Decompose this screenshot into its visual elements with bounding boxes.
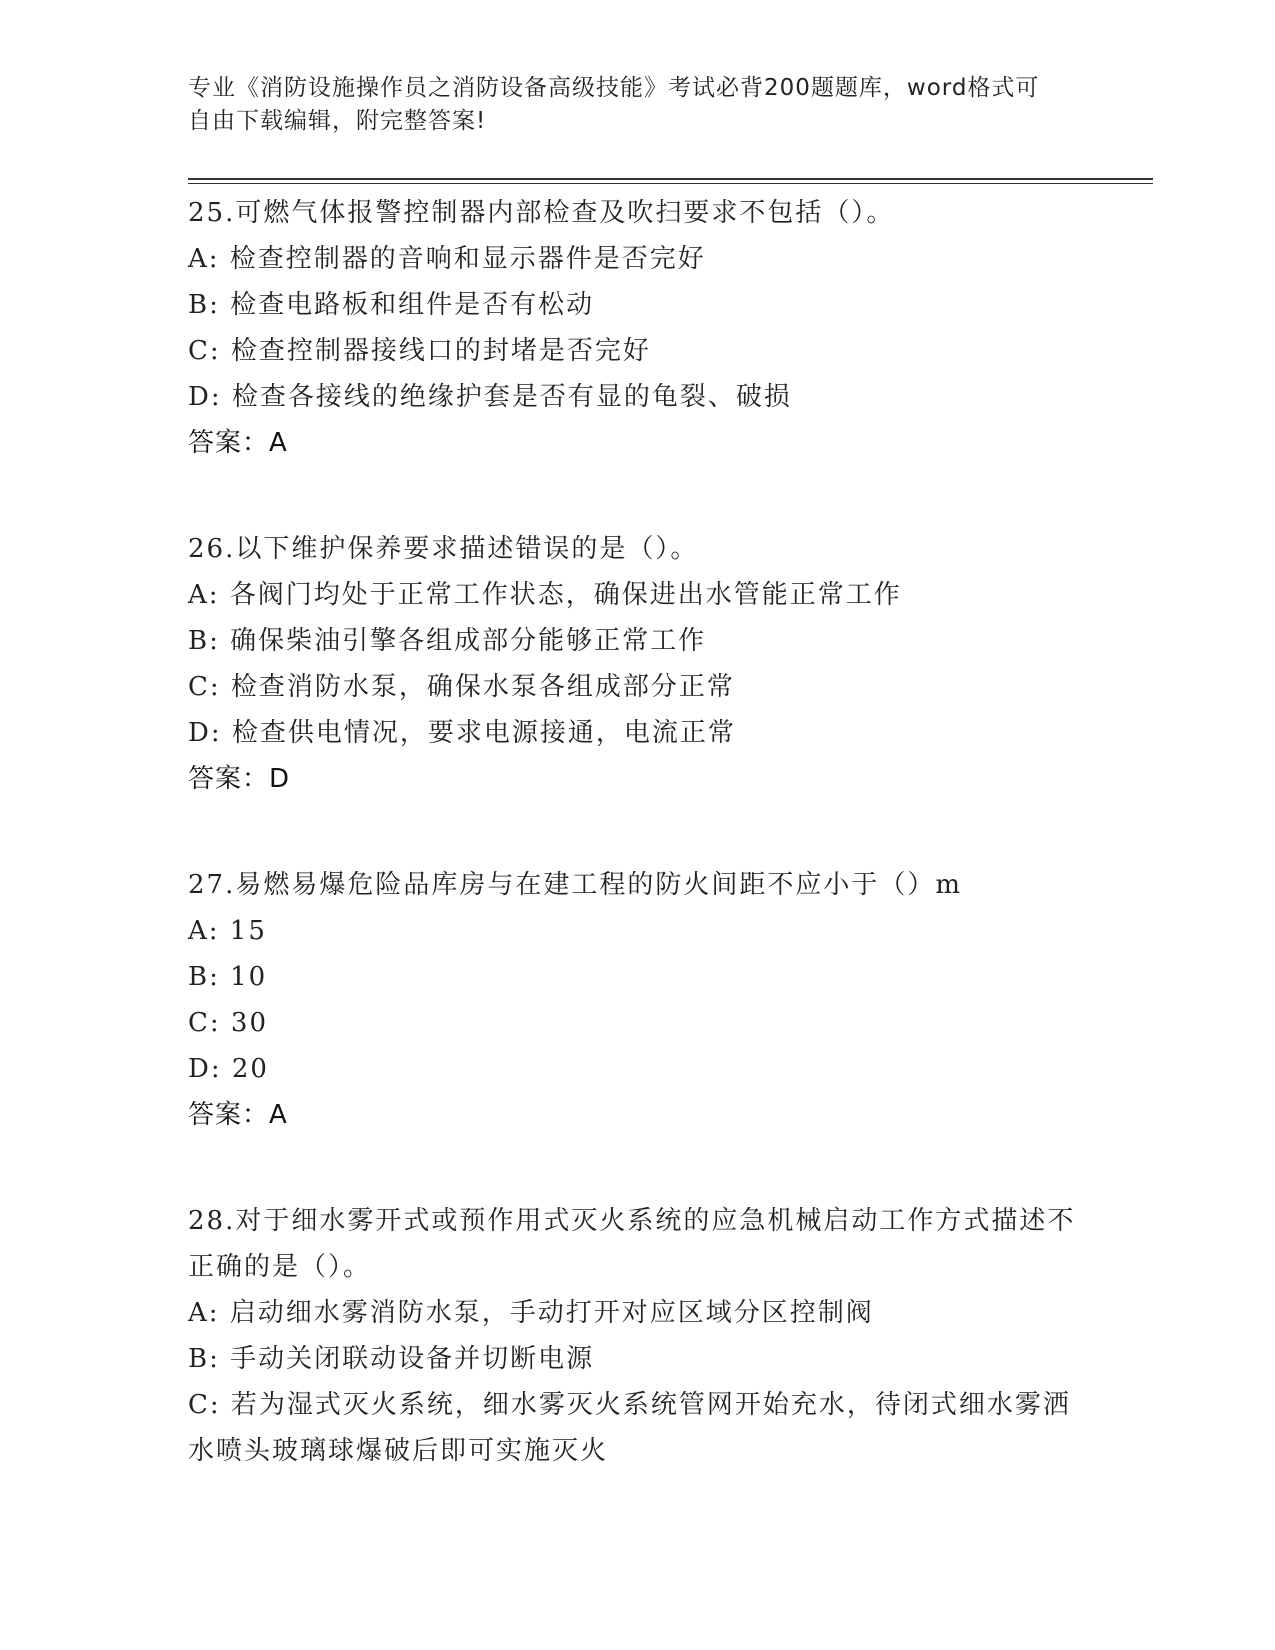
option-a: A: 检查控制器的音响和显示器件是否完好 <box>188 244 706 274</box>
question-stem: 27.易燃易爆危险品库房与在建工程的防火间距不应小于（）m <box>188 870 963 900</box>
answer-value: D <box>269 764 291 794</box>
question-27 <box>188 862 1088 1138</box>
answer-label: 答案： <box>188 428 270 458</box>
answer-value: A <box>269 1100 288 1130</box>
question-28 <box>188 1198 1088 1474</box>
document-header <box>188 72 1088 138</box>
question-25 <box>188 190 1088 466</box>
answer-value: A <box>269 428 288 458</box>
option-c: C: 检查消防水泵，确保水泵各组成部分正常 <box>188 672 735 702</box>
option-b: B: 10 <box>188 962 268 992</box>
option-a: A: 15 <box>188 916 267 946</box>
answer-line <box>188 1092 1088 1138</box>
option-d: D: 检查供电情况，要求电源接通，电流正常 <box>188 718 736 748</box>
answer-line <box>188 756 1088 802</box>
answer-line <box>188 420 1088 466</box>
question-list <box>188 190 1088 1534</box>
header-line-1: 专业《消防设施操作员之消防设备高级技能》考试必背200题题库，word格式可 <box>188 75 1040 101</box>
option-a: A: 各阀门均处于正常工作状态，确保进出水管能正常工作 <box>188 580 902 610</box>
option-b: B: 确保柴油引擎各组成部分能够正常工作 <box>188 626 707 656</box>
question-stem: 28.对于细水雾开式或预作用式灭火系统的应急机械启动工作方式描述不正确的是（）。 <box>188 1206 1076 1282</box>
header-line-2: 自由下载编辑，附完整答案! <box>188 108 487 134</box>
option-d: D: 20 <box>188 1054 269 1084</box>
question-26 <box>188 526 1088 802</box>
question-stem: 26.以下维护保养要求描述错误的是（）。 <box>188 534 699 564</box>
header-divider-thick <box>188 178 1153 180</box>
option-a: A: 启动细水雾消防水泵，手动打开对应区域分区控制阀 <box>188 1298 874 1328</box>
option-b: B: 手动关闭联动设备并切断电源 <box>188 1344 595 1374</box>
header-divider-thin <box>188 183 1153 184</box>
option-d: D: 检查各接线的绝缘护套是否有显的龟裂、破损 <box>188 382 792 412</box>
answer-label: 答案： <box>188 764 270 794</box>
option-c: C: 30 <box>188 1008 269 1038</box>
question-stem: 25.可燃气体报警控制器内部检查及吹扫要求不包括（）。 <box>188 198 895 228</box>
option-b: B: 检查电路板和组件是否有松动 <box>188 290 595 320</box>
option-c: C: 检查控制器接线口的封堵是否完好 <box>188 336 651 366</box>
answer-label: 答案： <box>188 1100 270 1130</box>
option-c: C: 若为湿式灭火系统，细水雾灭火系统管网开始充水，待闭式细水雾洒水喷头玻璃球爆破后即可实施灭火 <box>188 1390 1071 1466</box>
